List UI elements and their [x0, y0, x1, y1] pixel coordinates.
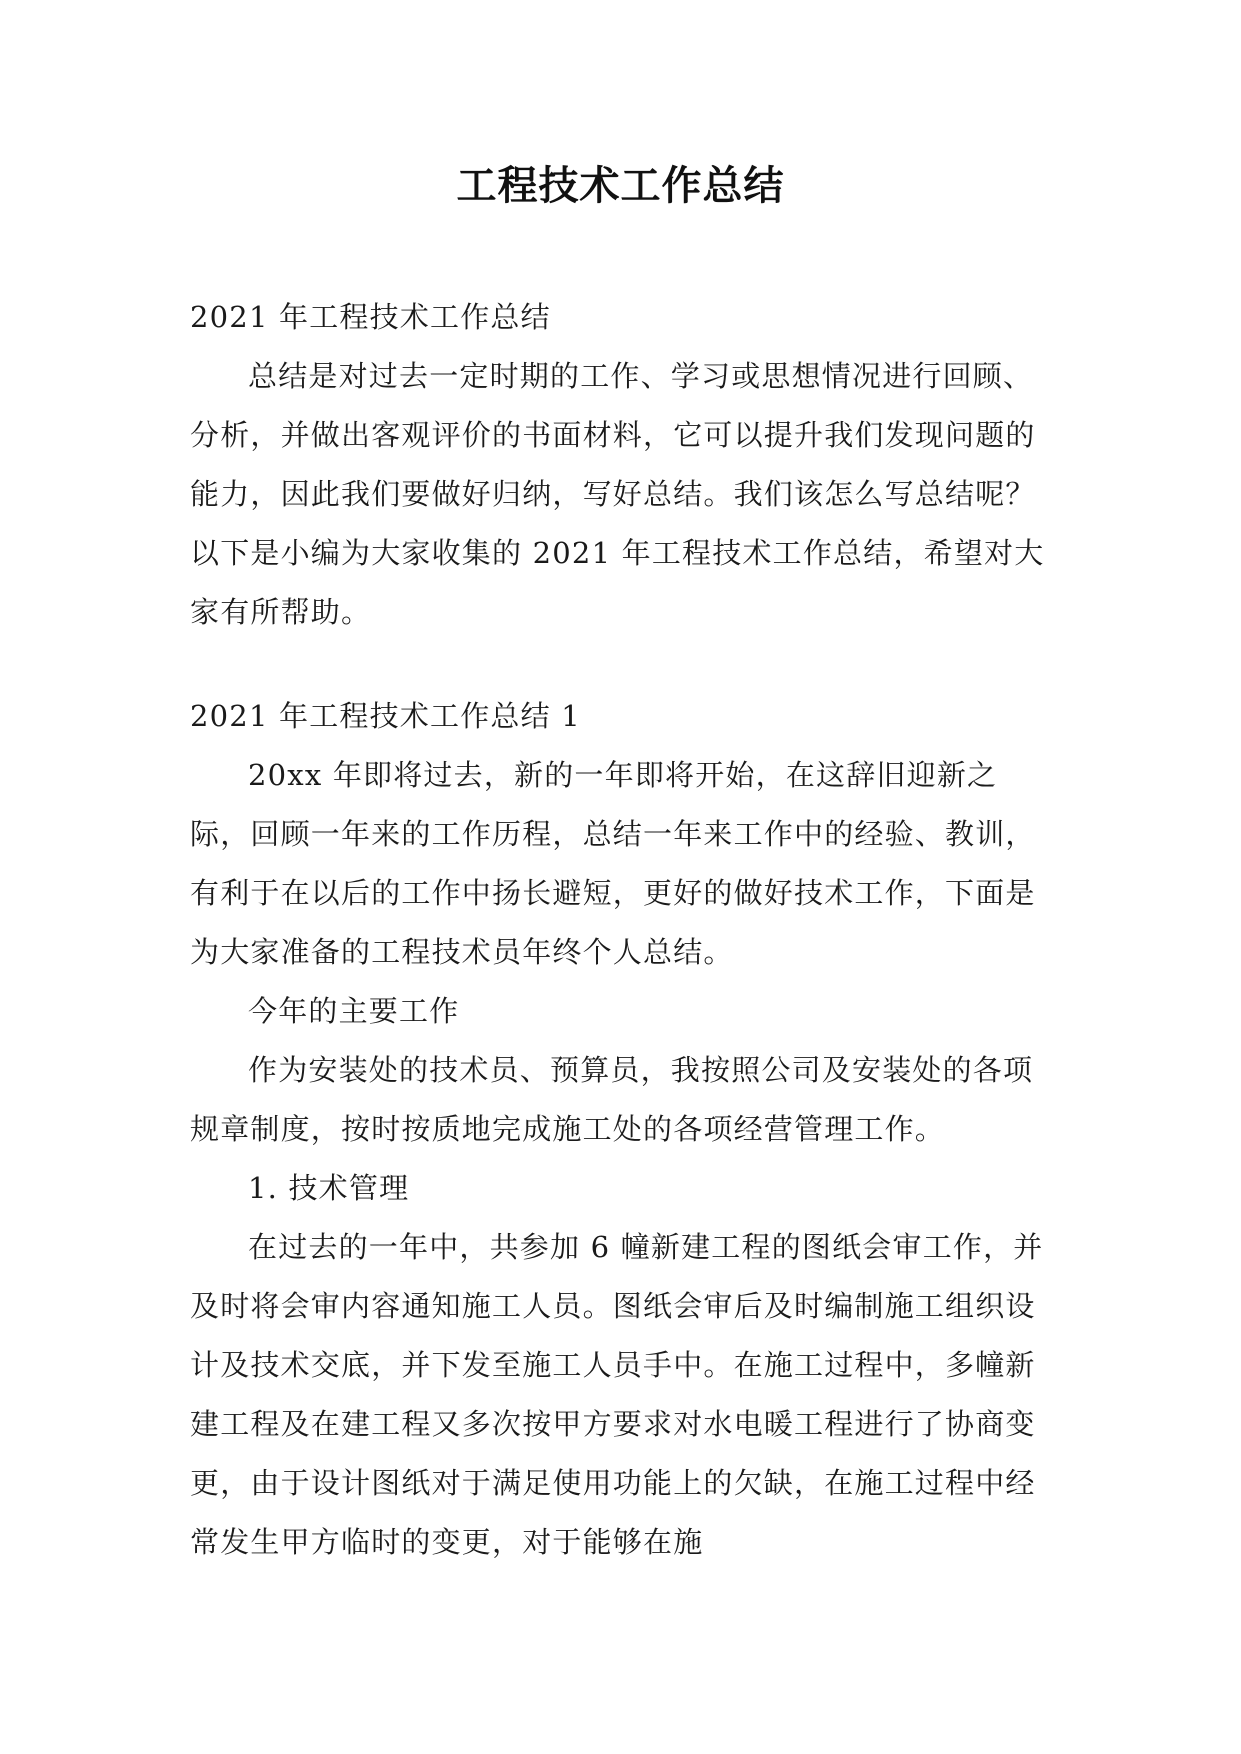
subtitle: 2021 年工程技术工作总结 — [190, 300, 551, 334]
section-paragraph-1: 20xx 年即将过去，新的一年即将开始，在这辞旧迎新之际，回顾一年来的工作历程，总结一年来工作中的经验、教训，有利于在以后的工作中扬长避短，更好的做好技术工作，下面是为大家准备的工程技术员年终个人总结。 — [190, 758, 1036, 969]
section-subheading: 今年的主要工作 — [248, 994, 460, 1028]
intro-paragraph: 总结是对过去一定时期的工作、学习或思想情况进行回顾、分析，并做出客观评价的书面材料，它可以提升我们发现问题的能力，因此我们要做好归纳，写好总结。我们该怎么写总结呢？以下是小编为大家收集的 2021 年工程技术工作总结，希望对大家有所帮助。 — [190, 359, 1045, 629]
item-body: 在过去的一年中，共参加 6 幢新建工程的图纸会审工作，并及时将会审内容通知施工人员。图纸会审后及时编制施工组织设计及技术交底，并下发至施工人员手中。在施工过程中，多幢新建工程及在建工程又多次按甲方要求对水电暖工程进行了协商变更，由于设计图纸对于满足使用功能上的欠缺，在施工过程中经常发生甲方临时的变更，对于能够在施 — [190, 1230, 1044, 1559]
document-title: 工程技术工作总结 — [456, 163, 785, 209]
item-heading: 1. 技术管理 — [248, 1171, 410, 1205]
section-paragraph-2: 作为安装处的技术员、预算员，我按照公司及安装处的各项规章制度，按时按质地完成施工处的各项经营管理工作。 — [190, 1053, 1034, 1146]
document-body — [190, 288, 1050, 1572]
section-gap — [190, 642, 1050, 687]
section-heading: 2021 年工程技术工作总结 1 — [190, 699, 581, 733]
